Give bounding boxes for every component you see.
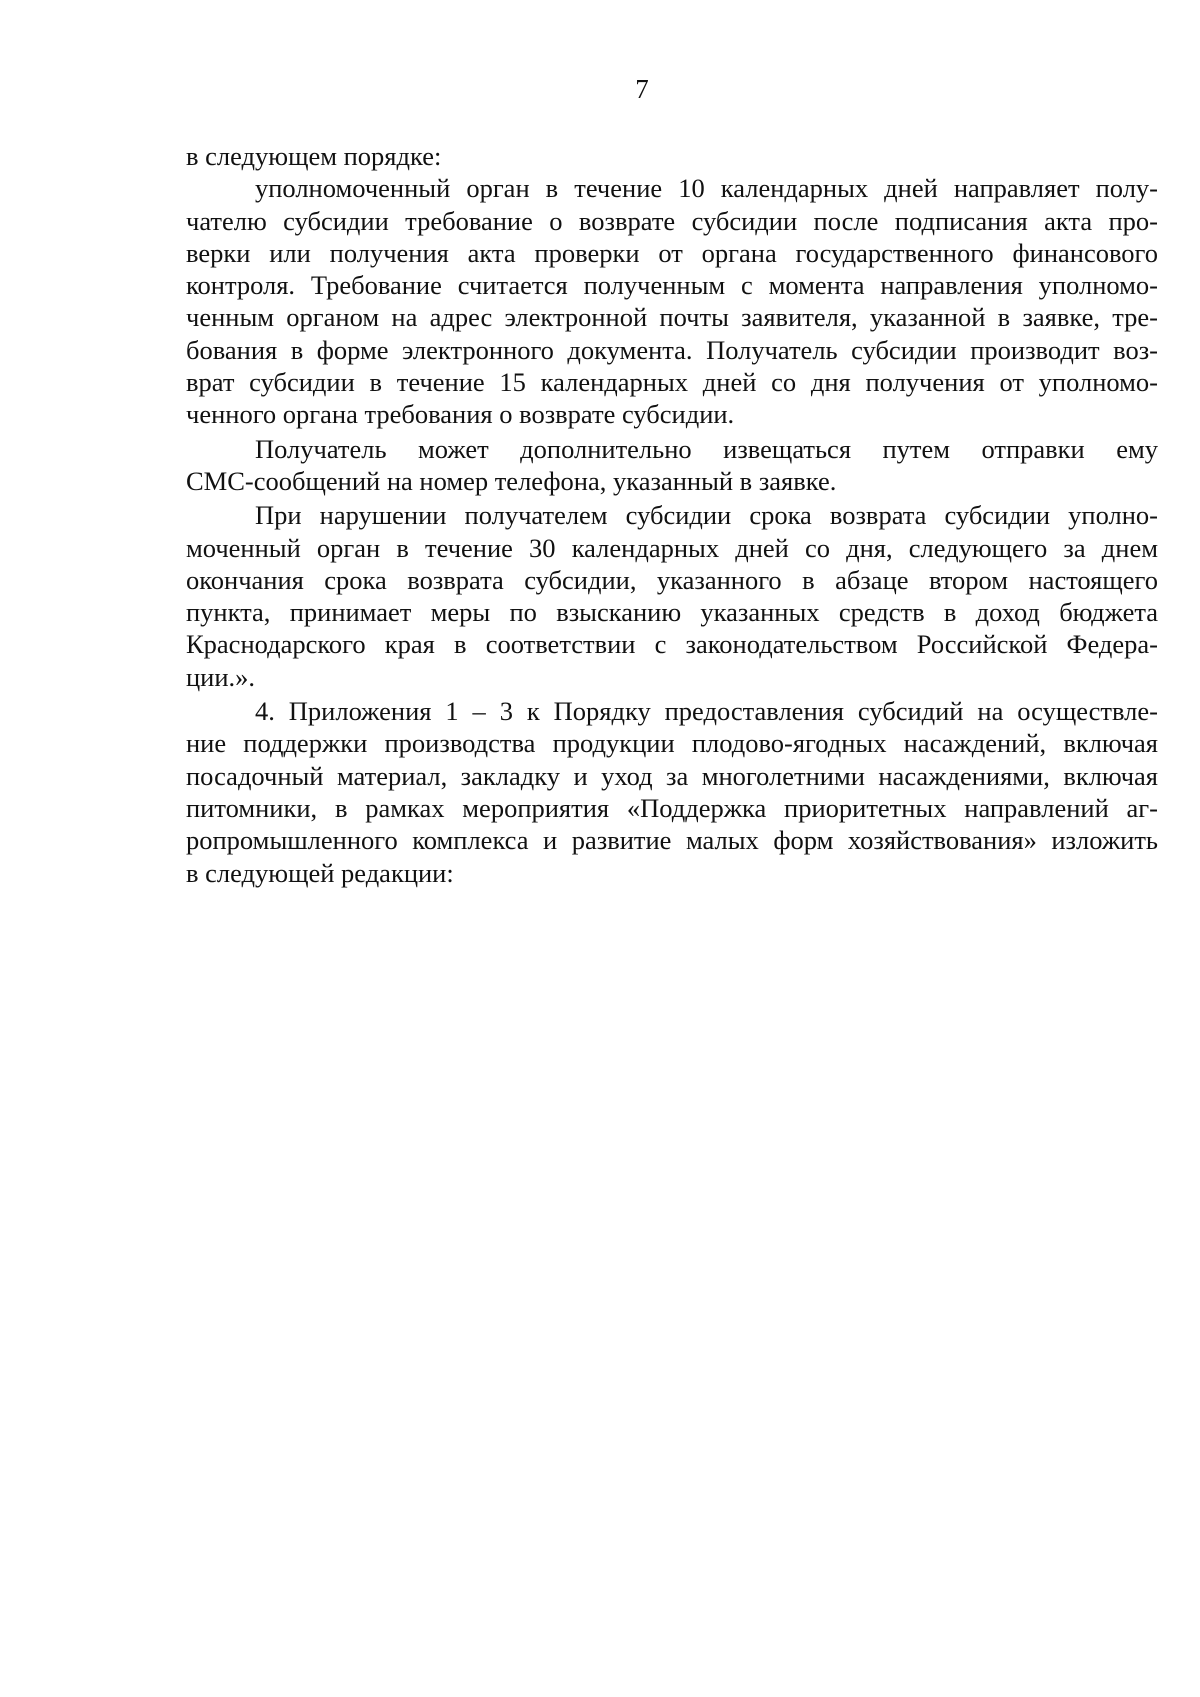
text-line: окончания срока возврата субсидии, указанного в абзаце втором настоящего (186, 564, 1158, 595)
text-line: контроля. Требование считается полученным с момента направления уполномо- (186, 270, 1158, 301)
page-number: 7 (635, 74, 649, 104)
text-line: Краснодарского края в соответствии с законодательством Российской Федера- (186, 629, 1158, 660)
text-line: СМС-сообщений на номер телефона, указанный в заявке. (186, 465, 837, 496)
document-body (186, 140, 1158, 889)
text-line: посадочный материал, закладку и уход за многолетними насаждениями, включая (186, 760, 1158, 791)
text-line: При нарушении получателем субсидии срока возврата субсидии уполно- (255, 500, 1158, 531)
paragraph-4 (186, 499, 1158, 693)
paragraph-3 (186, 433, 1158, 498)
text-line: чателю субсидии требование о возврате субсидии после подписания акта про- (186, 205, 1158, 236)
paragraph-5 (186, 695, 1158, 889)
text-line: Получатель может дополнительно извещаться путем отправки ему (255, 433, 1158, 464)
text-line: бования в форме электронного документа. Получатель субсидии производит воз- (186, 334, 1158, 365)
text-line: в следующем порядке: (186, 141, 442, 171)
paragraph-2 (186, 172, 1158, 430)
text-line: 4. Приложения 1 – 3 к Порядку предоставления субсидий на осуществле- (255, 696, 1158, 727)
text-line: ченного органа требования о возврате субсидии. (186, 399, 735, 430)
text-line: моченный орган в течение 30 календарных дней со дня, следующего за днем (186, 532, 1158, 563)
text-line: ченным органом на адрес электронной почты заявителя, указанной в заявке, тре- (186, 302, 1158, 333)
text-line: пункта, принимает меры по взысканию указанных средств в доход бюджета (186, 597, 1158, 628)
paragraph-1 (186, 140, 1158, 172)
text-line: верки или получения акта проверки от органа государственного финансового (186, 237, 1158, 268)
text-line: в следующей редакции: (186, 857, 454, 888)
text-line: ропромышленного комплекса и развитие малых форм хозяйствования» изложить (186, 825, 1158, 856)
text-line: уполномоченный орган в течение 10 календарных дней направляет полу- (255, 173, 1158, 204)
text-line: ции.». (186, 661, 256, 692)
text-line: ние поддержки производства продукции плодово-ягодных насаждений, включая (186, 728, 1158, 759)
text-line: врат субсидии в течение 15 календарных дней со дня получения от уполномо- (186, 367, 1158, 398)
text-line: питомники, в рамках мероприятия «Поддержка приоритетных направлений аг- (186, 792, 1158, 823)
